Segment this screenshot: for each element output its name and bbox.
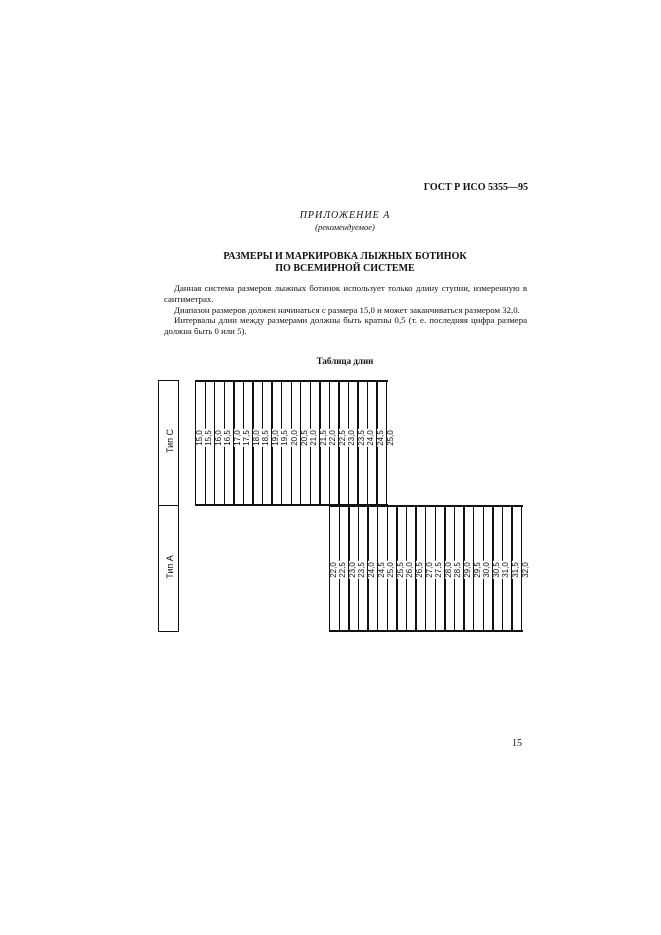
size-label: 24,0 bbox=[366, 430, 376, 446]
paragraph: Интервалы длин между размерами должны быть кратны 0,5 (т. е. последняя цифра размера должна быть 0 или 5). bbox=[164, 315, 527, 337]
size-label: 23,5 bbox=[357, 562, 367, 578]
body-text bbox=[164, 283, 527, 337]
size-label: 19,5 bbox=[280, 430, 290, 446]
size-label: 18,5 bbox=[261, 430, 271, 446]
size-label: 16,0 bbox=[213, 430, 223, 446]
size-label: 25,0 bbox=[386, 562, 396, 578]
size-label: 26,0 bbox=[405, 562, 415, 578]
title-line-1: РАЗМЕРЫ И МАРКИРОВКА ЛЫЖНЫХ БОТИНОК bbox=[223, 251, 467, 262]
size-label: 20,0 bbox=[290, 430, 299, 446]
size-label: 30,5 bbox=[491, 562, 501, 578]
size-label: 21,0 bbox=[309, 430, 319, 446]
size-label: 23,5 bbox=[356, 430, 366, 446]
size-label: 30,0 bbox=[482, 562, 492, 578]
size-label: 22,0 bbox=[328, 562, 338, 578]
size-label: 22,5 bbox=[338, 562, 348, 578]
paragraph: Диапазон размеров должен начинаться с размера 15,0 и может заканчиваться размером 32,0. bbox=[174, 304, 520, 315]
size-label: 27,5 bbox=[434, 562, 444, 578]
size-label: 19,0 bbox=[270, 430, 280, 446]
size-label: 20,5 bbox=[299, 430, 309, 446]
size-label: 31,5 bbox=[510, 562, 520, 578]
size-label: 28,0 bbox=[443, 562, 453, 578]
size-label: 28,5 bbox=[453, 562, 463, 578]
paragraph: Данная система размеров лыжных ботинок использует только длину ступни, измеренную в сантиметрах. bbox=[164, 283, 527, 304]
size-label: 24,0 bbox=[366, 562, 376, 578]
size-label: 17,0 bbox=[232, 430, 242, 446]
page-number: 15 bbox=[512, 738, 522, 749]
size-label: 24,5 bbox=[376, 562, 386, 578]
size-label: 29,0 bbox=[462, 562, 472, 578]
size-label: 17,5 bbox=[242, 430, 252, 446]
size-label: 22,0 bbox=[328, 430, 338, 446]
size-label: 15,0 bbox=[194, 430, 204, 446]
type-a-header-cell bbox=[158, 505, 179, 632]
table-title: Таблица длин bbox=[316, 356, 374, 366]
type-c-label: Тип С bbox=[165, 429, 175, 454]
size-label: 16,5 bbox=[223, 430, 233, 446]
size-label: 22,5 bbox=[337, 430, 347, 446]
section-title bbox=[150, 251, 540, 275]
type-c-header-cell bbox=[158, 380, 179, 506]
size-label: 29,5 bbox=[472, 562, 482, 578]
size-label: 18,0 bbox=[251, 430, 261, 446]
size-label: 21,5 bbox=[318, 430, 328, 446]
type-a-label: Тип А bbox=[165, 555, 175, 579]
document-code: ГОСТ Р ИСО 5355—95 bbox=[423, 182, 528, 193]
size-label: 31,0 bbox=[501, 562, 511, 578]
size-label: 23,0 bbox=[347, 430, 357, 446]
title-line-2: ПО ВСЕМИРНОЙ СИСТЕМЕ bbox=[275, 263, 415, 274]
appendix-label: ПРИЛОЖЕНИЕ А bbox=[299, 210, 391, 221]
size-label: 32,0 bbox=[520, 562, 530, 578]
size-label: 23,0 bbox=[347, 562, 357, 578]
size-label: 25,0 bbox=[385, 430, 395, 446]
size-label: 26,5 bbox=[414, 562, 424, 578]
size-label: 24,5 bbox=[375, 430, 385, 446]
size-label: 27,0 bbox=[424, 562, 434, 578]
appendix-note: (рекомендуемое) bbox=[315, 222, 375, 232]
size-label: 15,5 bbox=[204, 430, 214, 446]
size-label: 25,5 bbox=[395, 562, 405, 578]
